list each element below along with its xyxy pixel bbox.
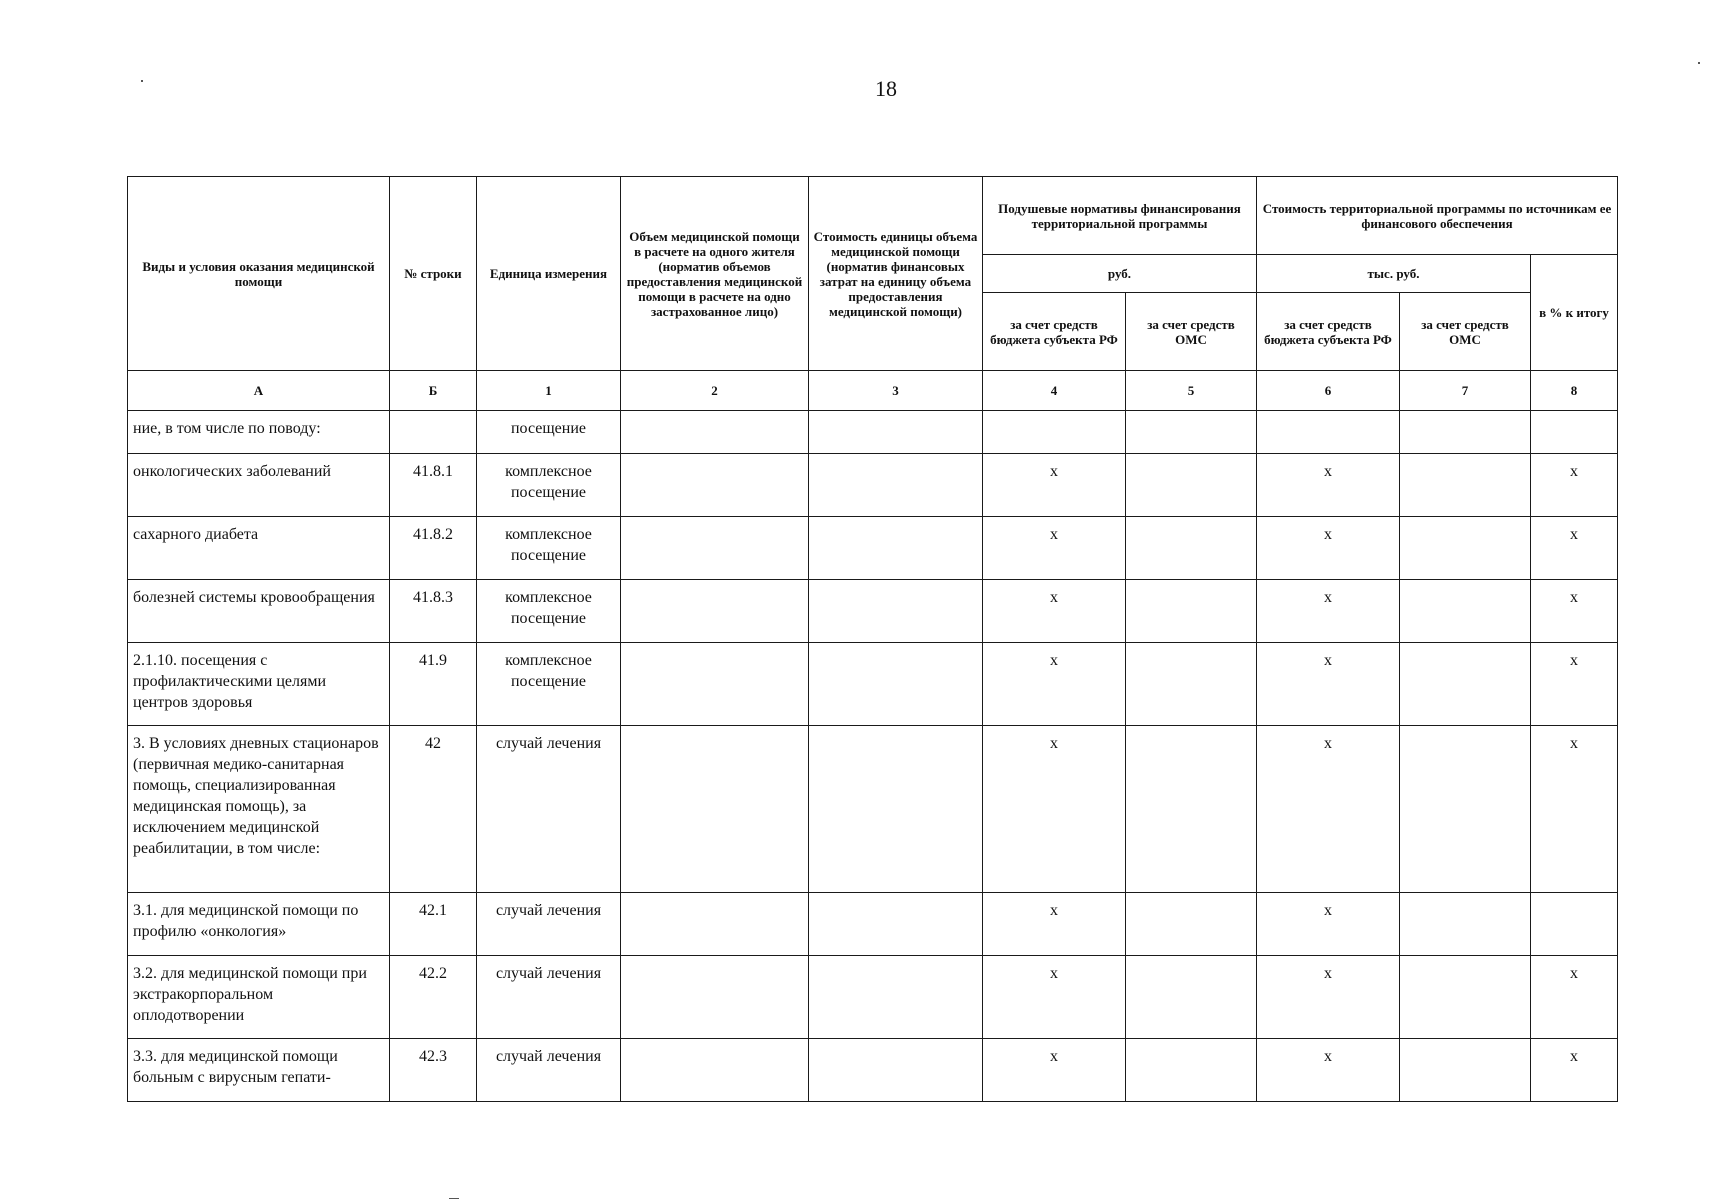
cell-col-2 (621, 893, 809, 956)
index-cell: Б (390, 371, 477, 411)
cell-col-7 (1400, 643, 1531, 726)
cell-col-5 (1126, 643, 1257, 726)
row-name: 3.2. для медицинской помощи при экстракорпоральном оплодотворении (128, 956, 390, 1039)
cell-col-6: x (1257, 893, 1400, 956)
cell-col-2 (621, 454, 809, 517)
row-number: 41.8.1 (390, 454, 477, 517)
cell-col-6: x (1257, 454, 1400, 517)
header-col-6: за счет средств бюджета субъекта РФ (1257, 293, 1400, 371)
row-unit: комплексное посещение (477, 643, 621, 726)
cell-col-4 (983, 411, 1126, 454)
cell-col-4: x (983, 643, 1126, 726)
cell-col-4: x (983, 580, 1126, 643)
cell-col-3 (809, 454, 983, 517)
cell-col-2 (621, 726, 809, 893)
cell-col-5 (1126, 580, 1257, 643)
cell-col-7 (1400, 893, 1531, 956)
cell-col-7 (1400, 517, 1531, 580)
row-number (390, 411, 477, 454)
row-number: 42 (390, 726, 477, 893)
header-group-cost: Стоимость территориальной программы по источникам ее финансового обеспечения (1257, 177, 1618, 255)
cell-col-5 (1126, 726, 1257, 893)
cell-col-3 (809, 643, 983, 726)
cell-col-4: x (983, 956, 1126, 1039)
scan-speck (449, 1198, 459, 1199)
cell-col-7 (1400, 956, 1531, 1039)
index-cell: 8 (1531, 371, 1618, 411)
cell-col-6 (1257, 411, 1400, 454)
cell-col-7 (1400, 454, 1531, 517)
cell-col-5 (1126, 454, 1257, 517)
header-unit-rub: руб. (983, 255, 1257, 293)
index-cell: А (128, 371, 390, 411)
table-row (128, 726, 1618, 893)
cell-col-5 (1126, 411, 1257, 454)
header-unit-thous-rub: тыс. руб. (1257, 255, 1531, 293)
cell-col-3 (809, 893, 983, 956)
index-cell: 5 (1126, 371, 1257, 411)
cell-col-5 (1126, 1039, 1257, 1102)
page-number: 18 (875, 76, 897, 101)
cell-col-8: x (1531, 956, 1618, 1039)
cell-col-4: x (983, 726, 1126, 893)
header-col-2: Объем медицинской помощи в расчете на одного жителя (норматив объемов предоставления медицинской помощи в расчете на одно застрахованное лицо) (621, 177, 809, 371)
cell-col-2 (621, 517, 809, 580)
header-col-a: Виды и условия оказания медицинской помощи (128, 177, 390, 371)
cell-col-4: x (983, 893, 1126, 956)
index-cell: 6 (1257, 371, 1400, 411)
row-unit: случай лечения (477, 726, 621, 893)
scan-speck (141, 80, 143, 82)
cell-col-8: x (1531, 580, 1618, 643)
table-row (128, 411, 1618, 454)
row-name: 3.3. для медицинской помощи больным с вирусным гепати- (128, 1039, 390, 1102)
cell-col-4: x (983, 454, 1126, 517)
cell-col-3 (809, 580, 983, 643)
cell-col-7 (1400, 580, 1531, 643)
table-row (128, 517, 1618, 580)
cell-col-3 (809, 956, 983, 1039)
row-number: 42.3 (390, 1039, 477, 1102)
table-row (128, 454, 1618, 517)
cell-col-5 (1126, 517, 1257, 580)
cell-col-7 (1400, 1039, 1531, 1102)
header-col-1: Единица измерения (477, 177, 621, 371)
row-name: болезней системы кровообращения (128, 580, 390, 643)
cell-col-6: x (1257, 956, 1400, 1039)
index-cell: 4 (983, 371, 1126, 411)
row-name: 2.1.10. посещения с профилактическими целями центров здоровья (128, 643, 390, 726)
cell-col-3 (809, 517, 983, 580)
cell-col-8: x (1531, 726, 1618, 893)
row-number: 42.2 (390, 956, 477, 1039)
cell-col-2 (621, 956, 809, 1039)
cell-col-8: x (1531, 454, 1618, 517)
cell-col-5 (1126, 956, 1257, 1039)
cell-col-2 (621, 580, 809, 643)
header-col-8: в % к итогу (1531, 255, 1618, 371)
header-col-b: № строки (390, 177, 477, 371)
header-col-4: за счет средств бюджета субъекта РФ (983, 293, 1126, 371)
row-number: 41.8.2 (390, 517, 477, 580)
index-cell: 2 (621, 371, 809, 411)
row-number: 41.8.3 (390, 580, 477, 643)
table-row (128, 580, 1618, 643)
cell-col-8: x (1531, 517, 1618, 580)
cell-col-6: x (1257, 1039, 1400, 1102)
cell-col-6: x (1257, 643, 1400, 726)
index-row (128, 371, 1618, 411)
table-row (128, 893, 1618, 956)
row-unit: посещение (477, 411, 621, 454)
row-unit: случай лечения (477, 1039, 621, 1102)
row-name: сахарного диабета (128, 517, 390, 580)
header-col-5: за счет средств ОМС (1126, 293, 1257, 371)
cell-col-2 (621, 411, 809, 454)
row-name: онкологических заболеваний (128, 454, 390, 517)
cell-col-8: x (1531, 643, 1618, 726)
row-name: 3. В условиях дневных стационаров (первичная медико-санитарная помощь, специализированная медицинская помощь), за исключением медицинской реабилитации, в том числе: (128, 726, 390, 893)
row-number: 41.9 (390, 643, 477, 726)
row-unit: комплексное посещение (477, 580, 621, 643)
table-row (128, 1039, 1618, 1102)
cell-col-8: x (1531, 1039, 1618, 1102)
index-cell: 1 (477, 371, 621, 411)
table-row (128, 643, 1618, 726)
cell-col-5 (1126, 893, 1257, 956)
row-name: ние, в том числе по поводу: (128, 411, 390, 454)
row-unit: комплексное посещение (477, 454, 621, 517)
header-col-7: за счет средств ОМС (1400, 293, 1531, 371)
row-unit: случай лечения (477, 893, 621, 956)
index-cell: 3 (809, 371, 983, 411)
header-group-per-capita: Подушевые нормативы финансирования территориальной программы (983, 177, 1257, 255)
row-name: 3.1. для медицинской помощи по профилю «онкология» (128, 893, 390, 956)
cell-col-2 (621, 643, 809, 726)
row-unit: случай лечения (477, 956, 621, 1039)
cell-col-6: x (1257, 580, 1400, 643)
cell-col-7 (1400, 726, 1531, 893)
row-number: 42.1 (390, 893, 477, 956)
cell-col-4: x (983, 1039, 1126, 1102)
financing-table (127, 176, 1618, 1102)
cell-col-8 (1531, 893, 1618, 956)
cell-col-6: x (1257, 517, 1400, 580)
cell-col-4: x (983, 517, 1126, 580)
cell-col-3 (809, 1039, 983, 1102)
cell-col-2 (621, 1039, 809, 1102)
index-cell: 7 (1400, 371, 1531, 411)
row-unit: комплексное посещение (477, 517, 621, 580)
cell-col-3 (809, 726, 983, 893)
cell-col-7 (1400, 411, 1531, 454)
table-row (128, 956, 1618, 1039)
scan-speck (1698, 62, 1700, 64)
cell-col-6: x (1257, 726, 1400, 893)
header-col-3: Стоимость единицы объема медицинской помощи (норматив финансовых затрат на единицу объема предоставления медицинской помощи) (809, 177, 983, 371)
cell-col-3 (809, 411, 983, 454)
cell-col-8 (1531, 411, 1618, 454)
